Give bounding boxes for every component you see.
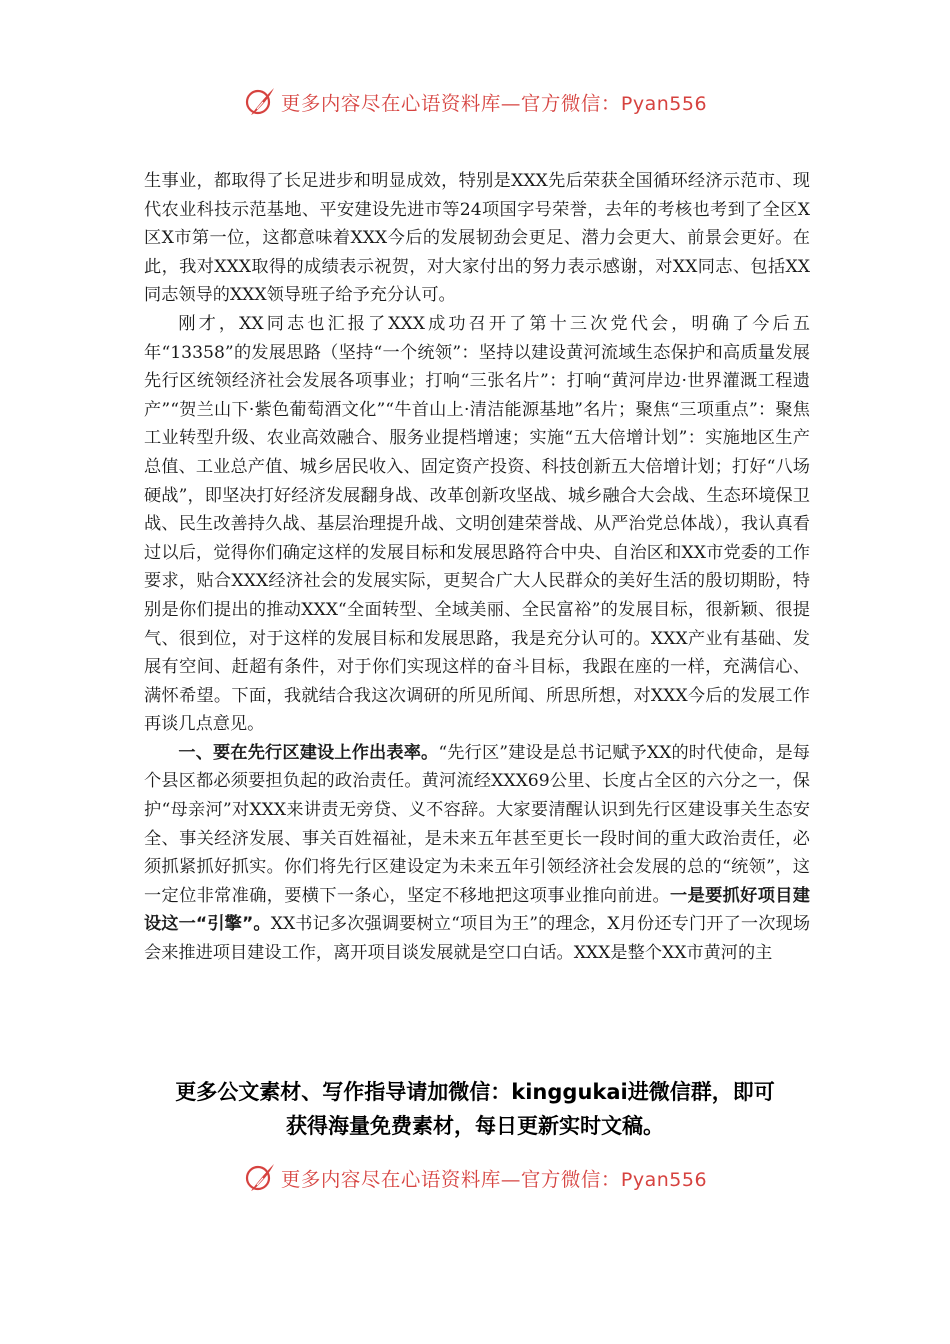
header-banner (0, 82, 950, 122)
quill-pen-logo-icon (243, 1161, 277, 1195)
section-heading-1: 一、要在先行区建设上作出表率。 (178, 742, 439, 763)
header-banner-text: 更多内容尽在心语资料库—官方微信：Pyan556 (280, 92, 708, 115)
footer-banner-inner (243, 1161, 707, 1195)
paragraph-3-text-b: XX书记多次强调要树立“项目为王”的理念，X月份还专门开了一次现场会来推进项目建设工作，离开项目谈发展就是空口白话。XXX是整个XX市黄河的主 (144, 914, 811, 964)
footer-banner (0, 1158, 950, 1198)
paragraph-3-text-a: “先行区”建设是总书记赋予XX的时代使命，是每个县区都必须要担负起的政治责任。黄河流经XXX69公里、长度占全区的六分之一，保护“母亲河”对XXX来讲责无旁贷、义不容辞。大家要清醒认识到先行区建设事关生态安全、事关经济发展、事关百姓福祉，是未来五年甚至更长一段时间的重大政治责任，必须抓紧抓好抓实。你们将先行区建设定为未来五年引领经济社会发展的总的“统领”，这一定位非常准确，要横下一条心，坚定不移地把这项事业推向前进。 (144, 742, 810, 906)
document-body (144, 167, 810, 968)
header-wechat-id: Pyan556 (620, 93, 708, 115)
header-banner-inner (243, 85, 707, 119)
promo-line-1: 更多公文素材、写作指导请加微信：kinggukai进微信群，即可 (175, 1080, 775, 1104)
subheading-1: 一是要抓好项目建设这一“引擎”。 (144, 885, 810, 935)
promo-line-2: 获得海量免费素材，每日更新实时文稿。 (286, 1114, 664, 1138)
footer-banner-text: 更多内容尽在心语资料库—官方微信：Pyan556 (280, 1168, 708, 1191)
paragraph-1: 生事业，都取得了长足进步和明显成效，特别是XXX先后荣获全国循环经济示范市、现代农业科技示范基地、平安建设先进市等24项国字号荣誉，去年的考核也考到了全区X区X市第一位，这都意味着XXX今后的发展韧劲会更足、潜力会更大、前景会更好。在此，我对XXX取得的成绩表示祝贺，对大家付出的努力表示感谢，对XX同志、包括XX同志领导的XXX领导班子给予充分认可。 (144, 171, 810, 306)
paragraph-2: 刚才，XX同志也汇报了XXX成功召开了第十三次党代会，明确了今后五年“13358”的发展思路（坚持“一个统领”：坚持以建设黄河流域生态保护和高质量发展先行区统领经济社会发展各项事业；打响“三张名片”：打响“黄河岸边·世界灌溉工程遗产”“贺兰山下·紫色葡萄酒文化”“牛首山上·清洁能源基地”名片；聚焦“三项重点”：聚焦工业转型升级、农业高效融合、服务业提档增速；实施“五大倍增计划”：实施地区生产总值、工业总产值、城乡居民收入、固定资产投资、科技创新五大倍增计划；打好“八场硬战”，即坚决打好经济发展翻身战、改革创新攻坚战、城乡融合大会战、生态环境保卫战、民生改善持久战、基层治理提升战、文明创建荣誉战、从严治党总体战），我认真看过以后，觉得你们确定这样的发展目标和发展思路符合中央、自治区和XX市党委的工作要求，贴合XXX经济社会的发展实际，更契合广大人民群众的美好生活的殷切期盼，特别是你们提出的推动XXX“全面转型、全域美丽、全民富裕”的发展目标，很新颖、很提气、很到位，对于这样的发展目标和发展思路，我是充分认可的。XXX产业有基础、发展有空间、赶超有条件，对于你们实现这样的奋斗目标，我跟在座的一样，充满信心、满怀希望。下面，我就结合我这次调研的所见所闻、所思所想，对XXX今后的发展工作再谈几点意见。 (144, 313, 810, 735)
promo-notice (120, 1075, 830, 1143)
footer-wechat-id: Pyan556 (620, 1169, 708, 1191)
paragraph-3 (144, 739, 810, 968)
quill-pen-logo-icon (243, 85, 277, 119)
